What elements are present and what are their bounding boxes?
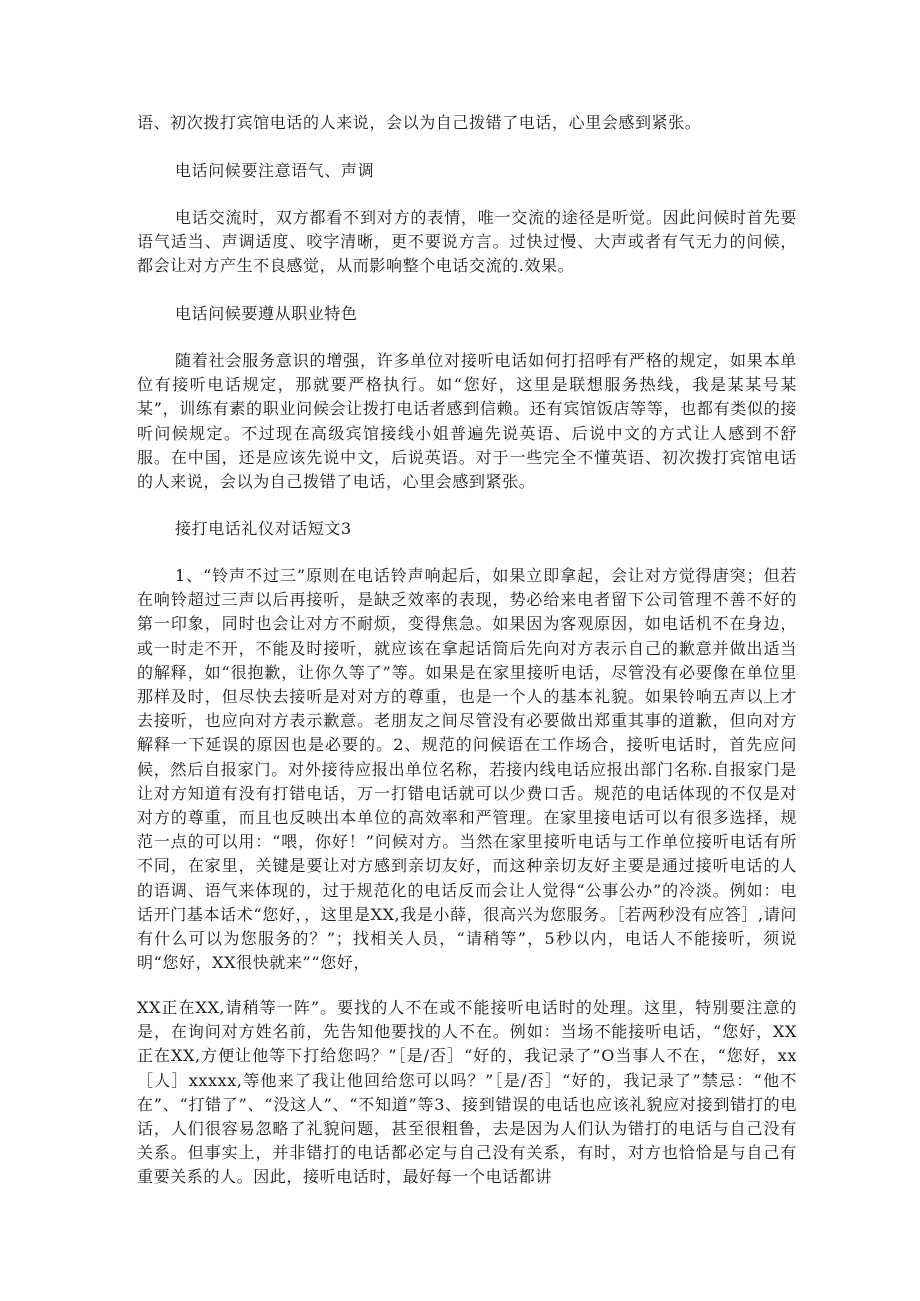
paragraph-continued: XX正在XX,请稍等一阵”。要找的人不在或不能接听电话时的处理。这里，特别要注意的是，在询问对方姓名前，先告知他要找的人不在。例如：当场不能接听电话，“您好，XX正在XX,方便让他等下打给您吗？”［是/否］“好的，我记录了”O当事人不在，“您好，xx［人］xxxxx,等他来了我让他回给您可以吗？”［是/否］“好的，我记录了”禁忌：“他不在”、“打错了”、“没这人”、“不知道”等3、接到错误的电话也应该礼貌应对接到错打的电话，人们很容易忽略了礼貌问题，甚至很粗鲁，去是因为人们认为错打的电话与自己没有关系。但事实上，并非错打的电话都必定与自己没有关系，有时，对方也恰恰是与自己有重要关系的人。因此，接听电话时，最好每一个电话都讲 — [137, 998, 797, 1187]
section-heading-professional: 电话问候要遵从职业特色 — [175, 304, 358, 323]
section-heading-dialogue-3: 接打电话礼仪对话短文3 — [175, 519, 352, 538]
paragraph-continuation: 语、初次拨打宾馆电话的人来说，会以为自己拨错了电话，心里会感到紧张。 — [137, 113, 702, 132]
paragraph-tone: 电话交流时，双方都看不到对方的表情，唯一交流的途径是听觉。因此问候时首先要语气适当、声调适度、咬字清晰，更不要说方言。过快过慢、大声或者有气无力的问候，都会让对方产生不良感觉，从而影响整个电话交流的.效果。 — [137, 208, 797, 276]
paragraph-rules: 1、“铃声不过三”原则在电话铃声响起后，如果立即拿起，会让对方觉得唐突；但若在响铃超过三声以后再接听，是缺乏效率的表现，势必给来电者留下公司管理不善不好的第一印象，同时也会让对方不耐烦，变得焦急。如果因为客观原因，如电话机不在身边，或一时走不开，不能及时接听，就应该在拿起话筒后先向对方表示自己的歉意并做出适当的解释，如“很抱歉，让你久等了”等。如果是在家里接听电话，尽管没有必要像在单位里那样及时，但尽快去接听是对对方的尊重，也是一个人的基本礼貌。如果铃响五声以上才去接听，也应向对方表示歉意。老朋友之间尽管没有必要做出郑重其事的道歉，但向对方解释一下延误的原因也是必要的。2、规范的问候语在工作场合，接听电话时，首先应问候，然后自报家门。对外接待应报出单位名称，若接内线电话应报出部门名称.自报家门是让对方知道有没有打错电话，万一打错电话就可以少费口舌。规范的电话体现的不仅是对对方的尊重，而且也反映出本单位的高效率和严管理。在家里接电话可以有很多选择，规范一点的可以用：“喂，你好！”问候对方。当然在家里接听电话与工作单位接听电话有所不同，在家里，关键是要让对方感到亲切友好，而这种亲切友好主要是通过接听电话的人的语调、语气来体现的，过于规范化的电话反而会让人觉得“公事公办”的冷淡。例如：电话开门基本话术“您好，，这里是XX,我是小薛，很高兴为您服务。［若两秒没有应答］,请问有什么可以为您服务的？”；找相关人员，“请稍等”，5秒以内，电话人不能接听，须说明“您好，XX很快就来”“您好， — [137, 566, 797, 973]
section-heading-tone: 电话问候要注意语气、声调 — [175, 161, 375, 180]
paragraph-professional: 随着社会服务意识的增强，许多单位对接听电话如何打招呼有严格的规定，如果本单位有接听电话规定，那就要严格执行。如“您好，这里是联想服务热线，我是某某号某某”，训练有素的职业问候会让拨打电话者感到信赖。还有宾馆饭店等等，也都有类似的接听问候规定。不过现在高级宾馆接线小姐普遍先说英语、后说中文的方式让人感到不舒服。在中国，还是应该先说中文，后说英语。对于一些完全不懂英语、初次拨打宾馆电话的人来说，会以为自己拨错了电话，心里会感到紧张。 — [137, 351, 797, 492]
